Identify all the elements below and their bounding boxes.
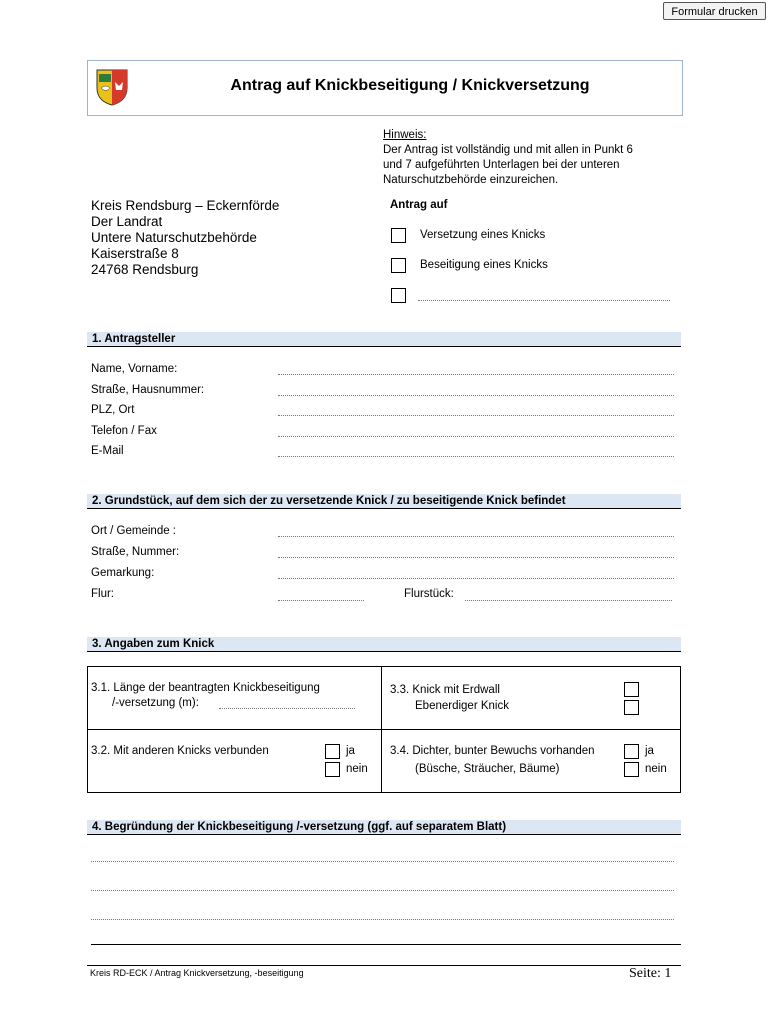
phone-input-line[interactable]: [278, 436, 674, 437]
city-input-line[interactable]: [278, 415, 674, 416]
q33-label: 3.3. Knick mit Erdwall: [390, 684, 500, 696]
field-label: E-Mail: [91, 445, 124, 457]
note-block: [383, 128, 633, 188]
field-label: Name, Vorname:: [91, 363, 178, 375]
reason-input-line[interactable]: [91, 919, 674, 920]
section-3-header: 3. Angaben zum Knick: [87, 637, 681, 652]
q31-label: /-versetzung (m):: [112, 697, 199, 709]
reason-input-line[interactable]: [91, 890, 674, 891]
flur-input-line[interactable]: [278, 600, 364, 601]
note-heading: Hinweis:: [383, 129, 427, 141]
field-label: Straße, Hausnummer:: [91, 384, 205, 396]
antrag-heading: Antrag auf: [390, 199, 448, 211]
recipient-address: [91, 198, 279, 278]
reason-input-line[interactable]: [91, 861, 674, 862]
length-input-line[interactable]: [219, 708, 355, 709]
growth-yes-checkbox[interactable]: [624, 744, 639, 759]
field-label: Ort / Gemeinde :: [91, 525, 177, 537]
field-label: Flur:: [91, 588, 114, 600]
field-label: Straße, Nummer:: [91, 546, 180, 558]
versetzung-checkbox[interactable]: [391, 228, 406, 243]
ebenerdig-checkbox[interactable]: [624, 700, 639, 715]
address-line: Kaiserstraße 8: [91, 246, 179, 261]
flurstueck-input-line[interactable]: [465, 600, 672, 601]
footer-rule: [87, 965, 681, 966]
section-4-header: 4. Begründung der Knickbeseitigung /-versetzung (ggf. auf separatem Blatt): [87, 820, 681, 835]
gemarkung-input-line[interactable]: [278, 578, 674, 579]
field-label: Flurstück:: [404, 588, 454, 600]
name-input-line[interactable]: [278, 374, 674, 375]
field-label: PLZ, Ort: [91, 404, 135, 416]
address-line: 24768 Rendsburg: [91, 262, 199, 277]
address-line: Der Landrat: [91, 214, 163, 229]
email-input-line[interactable]: [278, 456, 674, 457]
parcel-street-input-line[interactable]: [278, 557, 674, 558]
no-label: nein: [346, 763, 368, 775]
field-label: Telefon / Fax: [91, 425, 157, 437]
q31-label: 3.1. Länge der beantragten Knickbeseitigung: [91, 682, 320, 694]
section-1-header: 1. Antragsteller: [87, 332, 681, 347]
table-divider: [87, 729, 681, 730]
section-2-header: 2. Grundstück, auf dem sich der zu versetzende Knick / zu beseitigende Knick befindet: [87, 494, 681, 509]
field-label: Gemarkung:: [91, 567, 155, 579]
beseitigung-checkbox[interactable]: [391, 258, 406, 273]
page-title: Antrag auf Knickbeseitigung / Knickversetzung: [230, 77, 590, 94]
note-line: und 7 aufgeführten Unterlagen bei der unteren: [383, 159, 620, 171]
beseitigung-label: Beseitigung eines Knicks: [420, 259, 548, 271]
q34-label: (Büsche, Sträucher, Bäume): [415, 763, 560, 775]
note-line: Der Antrag ist vollständig und mit allen in Punkt 6: [383, 144, 633, 156]
street-input-line[interactable]: [278, 395, 674, 396]
q32-label: 3.2. Mit anderen Knicks verbunden: [91, 745, 269, 757]
versetzung-label: Versetzung eines Knicks: [420, 229, 546, 241]
no-label: nein: [645, 763, 667, 775]
yes-label: ja: [645, 745, 654, 757]
footer-text: Kreis RD-ECK / Antrag Knickversetzung, -beseitigung: [90, 968, 304, 978]
erdwall-checkbox[interactable]: [624, 682, 639, 697]
connected-yes-checkbox[interactable]: [325, 744, 340, 759]
yes-label: ja: [346, 745, 355, 757]
q34-label: 3.4. Dichter, bunter Bewuchs vorhanden: [390, 745, 595, 757]
page-number: Seite: 1: [629, 966, 672, 981]
connected-no-checkbox[interactable]: [325, 762, 340, 777]
other-input-line[interactable]: [418, 300, 670, 301]
other-checkbox[interactable]: [391, 288, 406, 303]
address-line: Untere Naturschutzbehörde: [91, 230, 257, 245]
print-form-button[interactable]: Formular drucken: [663, 2, 766, 20]
note-line: Naturschutzbehörde einzureichen.: [383, 174, 559, 186]
address-line: Kreis Rendsburg – Eckernförde: [91, 198, 280, 213]
section-end-rule: [91, 944, 681, 945]
growth-no-checkbox[interactable]: [624, 762, 639, 777]
municipality-input-line[interactable]: [278, 536, 674, 537]
q33-label: Ebenerdiger Knick: [415, 700, 509, 712]
